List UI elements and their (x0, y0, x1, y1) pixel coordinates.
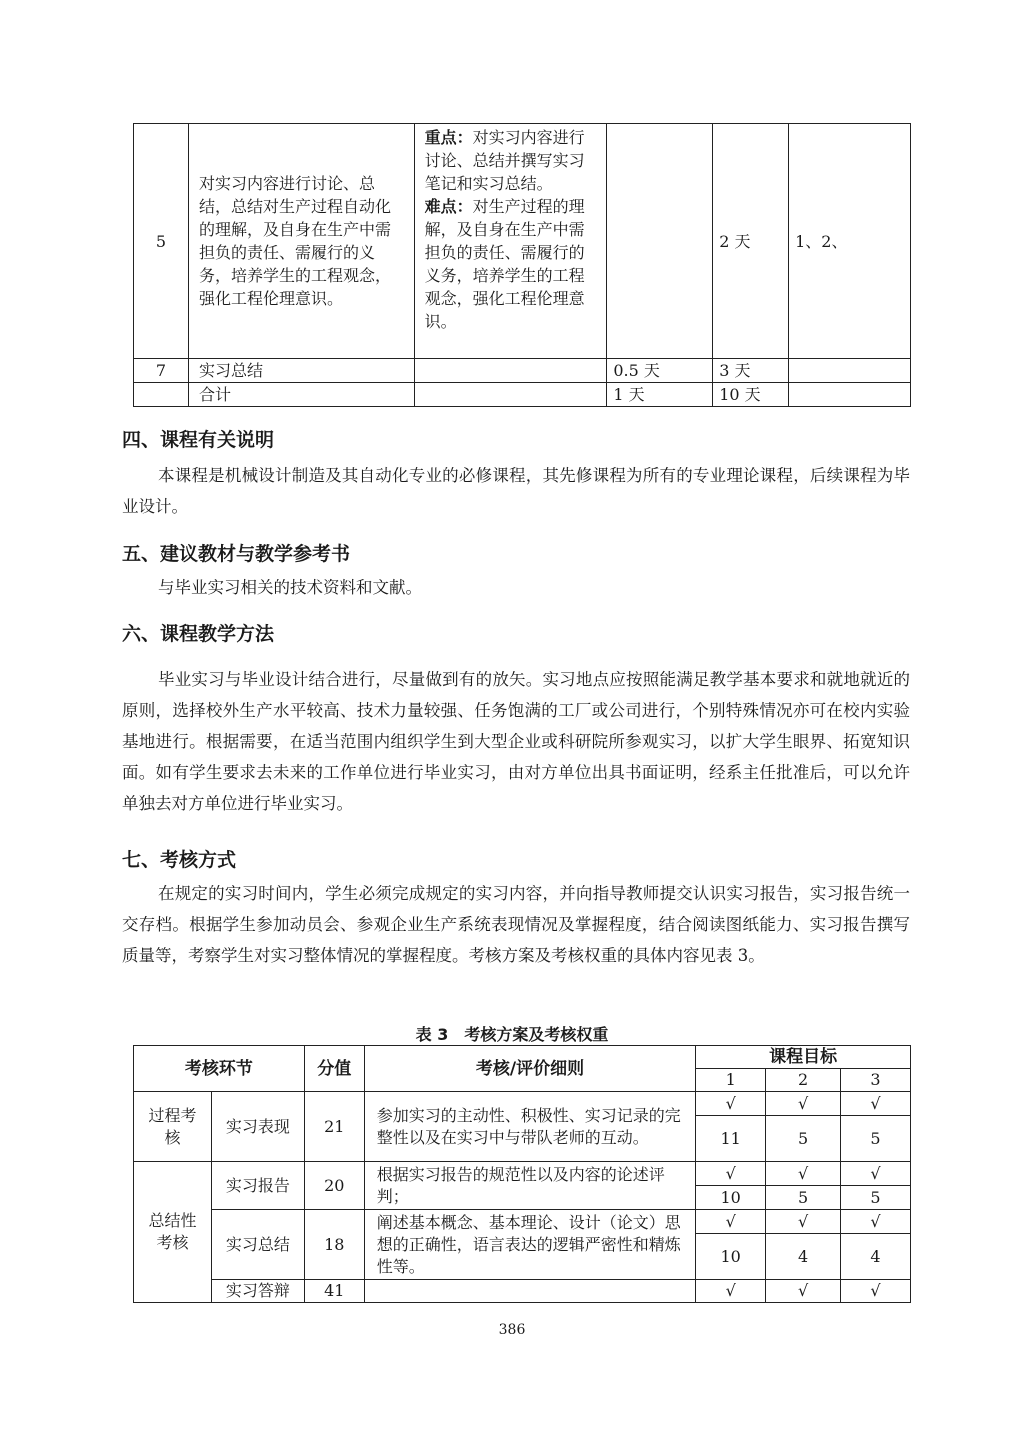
goal-weight: 4 (766, 1234, 841, 1280)
goal-weight: 10 (696, 1186, 766, 1210)
practice-hours: 3 天 (713, 359, 789, 383)
course-goals (789, 359, 911, 383)
goal-weight: 4 (841, 1234, 911, 1280)
table-row (134, 1210, 911, 1234)
goal-check: √ (841, 1092, 911, 1116)
course-goals: 1、2、 (789, 124, 911, 359)
item-rule: 参加实习的主动性、积极性、实习记录的完整性以及在实习中与带队老师的互动。 (364, 1092, 695, 1162)
difficulty-text: 对生产过程的理解，及自身在生产中需担负的责任、需履行的义务，培养学生的工程观念，强化工程伦理意识。 (424, 197, 585, 331)
header-goal-1: 1 (696, 1069, 766, 1092)
goal-weight: 5 (841, 1186, 911, 1210)
item-label: 实习总结 (211, 1210, 304, 1280)
difficulty-label: 难点： (424, 197, 473, 216)
goal-check: √ (766, 1092, 841, 1116)
section-7-title: 七、考核方式 (122, 849, 237, 871)
table-row (134, 124, 911, 359)
header-goal-2: 2 (766, 1069, 841, 1092)
goal-check: √ (696, 1092, 766, 1116)
row-content: 对实习内容进行讨论、总结，总结对生产过程自动化的理解，及自身在生产中需担负的责任、需履行的义务，培养学生的工程观念，强化工程伦理意识。 (188, 124, 414, 359)
header-goals: 课程目标 (696, 1046, 911, 1069)
goal-check: √ (696, 1210, 766, 1234)
row-number: 7 (134, 359, 189, 383)
section-5-body: 与毕业实习相关的技术资料和文献。 (158, 578, 422, 597)
table-row (134, 1280, 911, 1303)
row-content: 实习总结 (188, 359, 414, 383)
key-label: 重点： (424, 128, 473, 147)
lecture-hours: 1 天 (607, 383, 713, 407)
item-score: 20 (304, 1162, 364, 1210)
practice-hours: 2 天 (713, 124, 789, 359)
item-rule: 根据实习报告的规范性以及内容的论述评判； (364, 1162, 695, 1210)
goal-check: √ (766, 1210, 841, 1234)
key-text: 对实习内容进行讨论、总结并撰写实习笔记和实习总结。 (424, 128, 585, 193)
item-label: 实习答辩 (211, 1280, 304, 1303)
table-row (134, 383, 911, 407)
course-goals (789, 383, 911, 407)
item-label: 实习表现 (211, 1092, 304, 1162)
section-4-body: 本课程是机械设计制造及其自动化专业的必修课程，其先修课程为所有的专业理论课程，后续课程为毕业设计。 (122, 466, 910, 516)
section-6-body: 毕业实习与毕业设计结合进行，尽量做到有的放矢。实习地点应按照能满足教学基本要求和就地就近的原则，选择校外生产水平较高、技术力量较强、任务饱满的工厂或公司进行，个别特殊情况亦可在校内实验基地进行。根据需要，在适当范围内组织学生到大型企业或科研院所参观实习，以扩大学生眼界、拓宽知识面。如有学生要求去未来的工作单位进行毕业实习，由对方单位出具书面证明，经系主任批准后，可以允许单独去对方单位进行毕业实习。 (122, 670, 910, 813)
schedule-table (133, 123, 911, 407)
row-content: 合计 (188, 383, 414, 407)
group-label: 过程考核 (134, 1092, 212, 1162)
table-row (134, 1162, 911, 1186)
item-score: 41 (304, 1280, 364, 1303)
item-score: 18 (304, 1210, 364, 1280)
goal-weight: 10 (696, 1234, 766, 1280)
item-rule (364, 1280, 695, 1303)
table-row (134, 1092, 911, 1116)
section-5-title: 五、建议教材与教学参考书 (122, 543, 351, 565)
section-4-title: 四、课程有关说明 (122, 429, 275, 451)
key-difficulty-cell (414, 359, 607, 383)
section-7-body: 在规定的实习时间内，学生必须完成规定的实习内容，并向指导教师提交认识实习报告，实习报告统一交存档。根据学生参加动员会、参观企业生产系统表现情况及掌握程度，结合阅读图纸能力、实习报告撰写质量等，考察学生对实习整体情况的掌握程度。考核方案及考核权重的具体内容见表 3。 (122, 884, 910, 965)
key-difficulty-cell (414, 124, 607, 359)
item-rule: 阐述基本概念、基本理论、设计（论文）思想的正确性，语言表达的逻辑严密性和精炼性等。 (364, 1210, 695, 1280)
header-rule: 考核/评价细则 (364, 1046, 695, 1092)
item-score: 21 (304, 1092, 364, 1162)
row-number (134, 383, 189, 407)
goal-check: √ (766, 1162, 841, 1186)
goal-check: √ (841, 1162, 911, 1186)
table-row (134, 359, 911, 383)
page-number: 386 (498, 1322, 526, 1338)
group-label: 总结性考核 (134, 1162, 212, 1303)
goal-weight: 5 (766, 1116, 841, 1162)
table-header-row (134, 1046, 911, 1069)
lecture-hours: 0.5 天 (607, 359, 713, 383)
goal-check: √ (696, 1280, 766, 1303)
header-score: 分值 (304, 1046, 364, 1092)
goal-check: √ (841, 1280, 911, 1303)
key-difficulty-cell (414, 383, 607, 407)
goal-weight: 5 (766, 1186, 841, 1210)
goal-weight: 5 (841, 1116, 911, 1162)
lecture-hours (607, 124, 713, 359)
section-6-title: 六、课程教学方法 (122, 623, 275, 645)
row-number: 5 (134, 124, 189, 359)
table-caption: 表 3 考核方案及考核权重 (415, 1025, 609, 1044)
assessment-table (133, 1045, 911, 1303)
goal-weight: 11 (696, 1116, 766, 1162)
header-goal-3: 3 (841, 1069, 911, 1092)
goal-check: √ (841, 1210, 911, 1234)
item-label: 实习报告 (211, 1162, 304, 1210)
header-stage: 考核环节 (134, 1046, 305, 1092)
goal-check: √ (766, 1280, 841, 1303)
goal-check: √ (696, 1162, 766, 1186)
practice-hours: 10 天 (713, 383, 789, 407)
